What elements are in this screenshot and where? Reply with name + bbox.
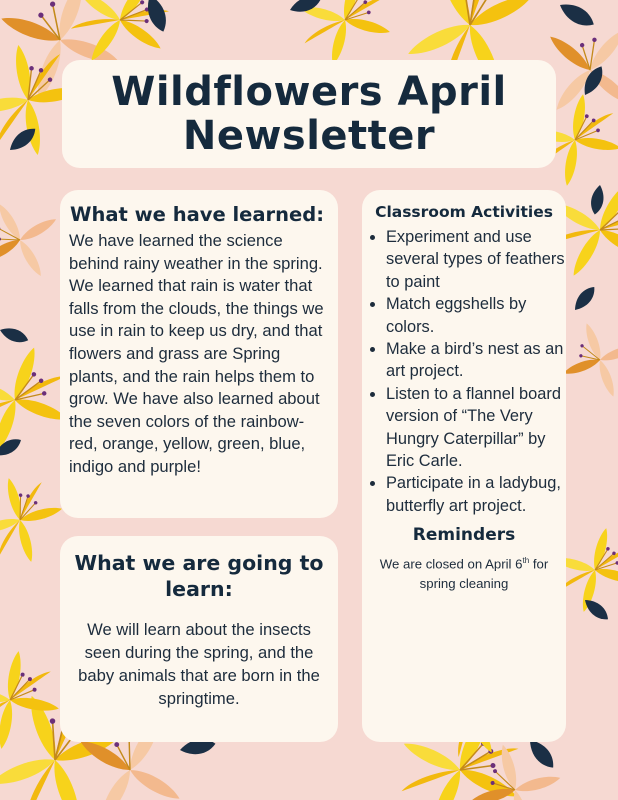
- list-item: • Make a bird’s nest as an art project.: [386, 338, 566, 383]
- list-item: • Participate in a ladybug, butterfly art project.: [386, 472, 566, 517]
- reminders-heading: Reminders: [412, 525, 516, 546]
- activities-card: [362, 190, 566, 742]
- title-card: [62, 60, 556, 168]
- activities-heading: Classroom Activities: [375, 203, 553, 221]
- learned-heading: What we have learned:: [70, 203, 325, 226]
- list-item: • Match eggshells by colors.: [386, 293, 566, 338]
- activities-list: [362, 226, 566, 517]
- reminders-superscript: th: [522, 556, 530, 566]
- learned-card: [60, 190, 338, 518]
- going-to-learn-card: [60, 536, 338, 742]
- going-to-learn-heading: What we are going to learn:: [74, 551, 324, 601]
- reminders-line-start: We are closed on April 6: [379, 556, 523, 572]
- list-item: • Listen to a flannel board version of “The Very Hungry Caterpillar” by Eric Carle.: [386, 383, 566, 473]
- list-item: • Experiment and use several types of feathers to paint: [386, 226, 566, 293]
- going-to-learn-body: We will learn about the insects seen during the spring, and the baby animals that are born in the springtime.: [78, 620, 320, 708]
- newsletter-title: Wildflowers April Newsletter: [111, 69, 507, 159]
- learned-body: We have learned the science behind rainy weather in the spring. We learned that rain is water that falls from the clouds, the things we use in rain to keep us dry, and that flowers and grass are Spring plants, and the rain helps them to grow. We have also learned about the seven colors of the rainbow- red, orange, yellow, green, blue, indigo and purple!: [69, 231, 324, 476]
- reminders-text: [362, 551, 566, 592]
- reminders-line-end: for spring cleaning: [419, 556, 549, 591]
